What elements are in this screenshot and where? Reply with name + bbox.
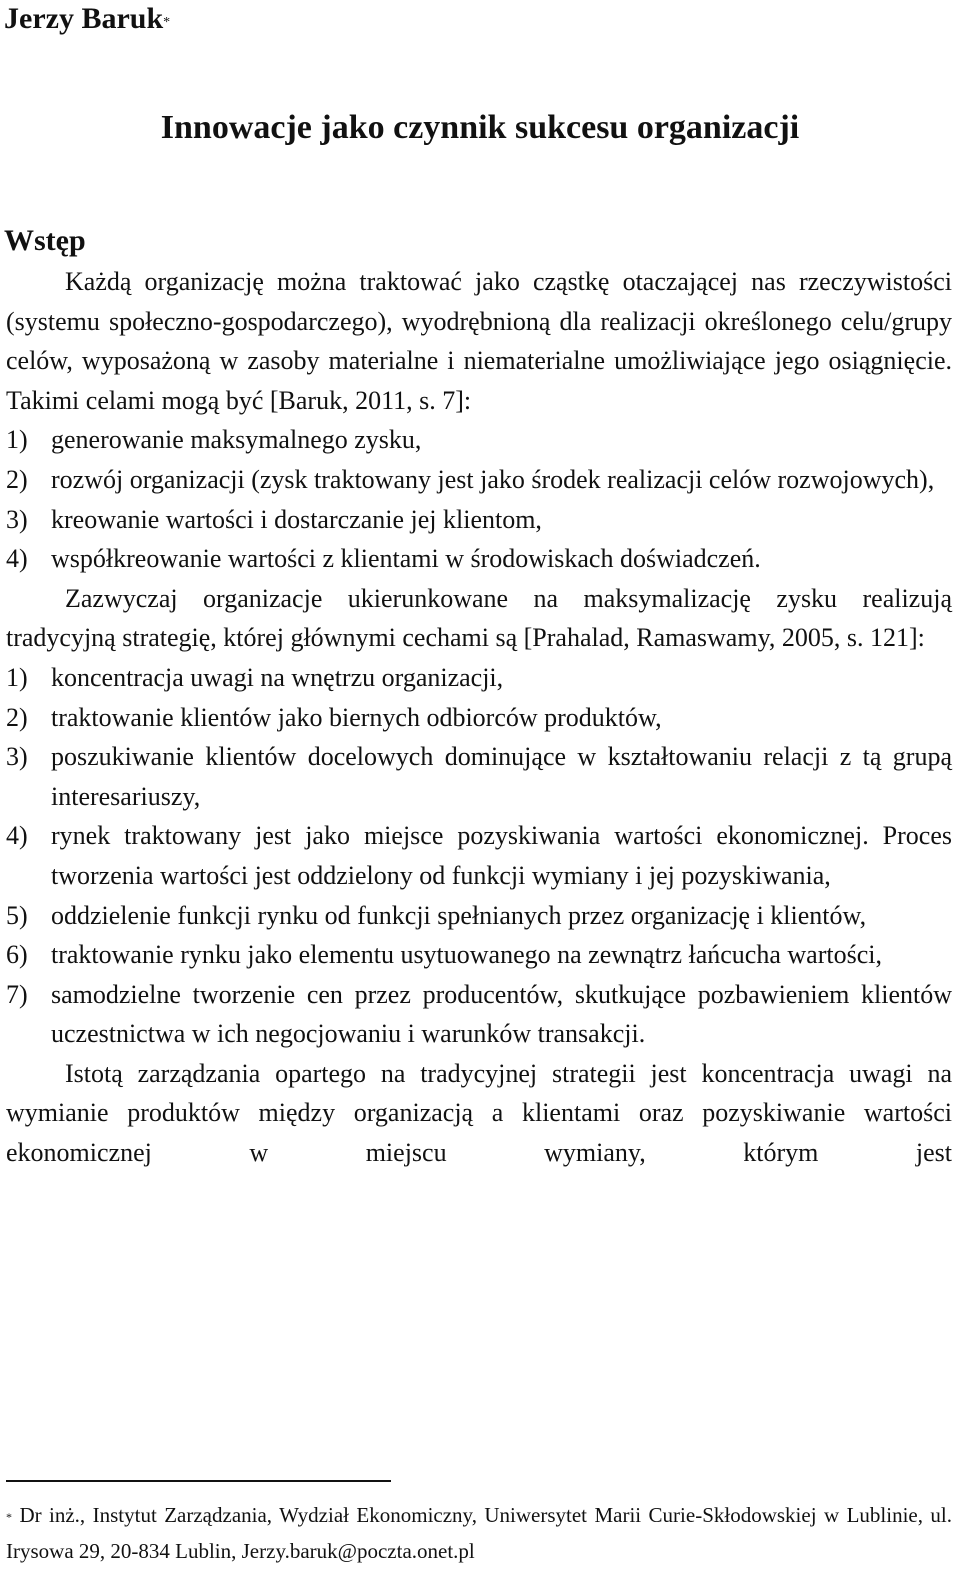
author-footnote-mark: * <box>163 15 171 30</box>
article-body <box>6 262 952 1173</box>
footnote-text: Dr inż., Instytut Zarządzania, Wydział Ekonomiczny, Uniwersytet Marii Curie-Skłodowskiej w Lublinie, ul. Irysowa 29, 20-834 Lublin, Jerzy.baruk@poczta.onet.pl <box>6 1503 952 1563</box>
list-item: 2) rozwój organizacji (zysk traktowany jest jako środek realizacji celów rozwojowych), <box>6 464 935 494</box>
list-item: 2) traktowanie klientów jako biernych odbiorców produktów, <box>6 702 662 732</box>
list-item: 1) koncentracja uwagi na wnętrzu organizacji, <box>6 662 504 692</box>
footnote <box>6 1497 952 1569</box>
article-title: Innowacje jako czynnik sukcesu organizacji <box>160 109 800 146</box>
list-item: 4) rynek traktowany jest jako miejsce pozyskiwania wartości ekonomicznej. Proces tworzenia wartości jest oddzielony od funkcji wymiany i jej pozyskiwania, <box>6 821 952 890</box>
intro-paragraph: Każdą organizację można traktować jako cząstkę otaczającej nas rzeczywistości (systemu społeczno-gospodarczego), wyodrębnioną dla realizacji określonego celu/grupy celów, wyposażoną w zasoby materialne i niematerialne umożliwiające jego osiągnięcie. Takimi celami mogą być [Baruk, 2011, s. 7]: <box>6 267 952 415</box>
strategy-paragraph: Zazwyczaj organizacje ukierunkowane na maksymalizację zysku realizują tradycyjną strategię, której głównymi cechami są [Prahalad, Ramaswamy, 2005, s. 121]: <box>6 583 952 653</box>
author-name <box>4 0 170 38</box>
footnote-mark: * <box>6 1510 12 1524</box>
features-list <box>6 658 952 1054</box>
list-item: 7) samodzielne tworzenie cen przez producentów, skutkujące pozbawieniem klientów uczestnictwa w ich negocjowaniu i warunków transakcji. <box>6 979 952 1049</box>
list-item: 3) poszukiwanie klientów docelowych dominujące w kształtowaniu relacji z tą grupą interesariuszy, <box>6 742 952 811</box>
author-name-text: Jerzy Baruk <box>4 2 164 35</box>
goals-list <box>6 420 952 578</box>
list-item: 6) traktowanie rynku jako elementu usytuowanego na zewnątrz łańcucha wartości, <box>6 940 882 970</box>
footnote-divider <box>6 1480 391 1482</box>
list-item: 5) oddzielenie funkcji rynku od funkcji spełnianych przez organizację i klientów, <box>6 900 867 930</box>
list-item: 3) kreowanie wartości i dostarczanie jej klientom, <box>6 504 542 534</box>
section-heading: Wstęp <box>4 224 86 257</box>
closing-paragraph: Istotą zarządzania opartego na tradycyjnej strategii jest koncentracja uwagi na wymianie produktów między organizacją a klientami oraz pozyskiwanie wartości ekonomicznej w miejscu wymiany, którym jest <box>6 1058 952 1168</box>
list-item: 4) współkreowanie wartości z klientami w środowiskach doświadczeń. <box>6 544 761 574</box>
list-item: 1) generowanie maksymalnego zysku, <box>6 425 422 455</box>
